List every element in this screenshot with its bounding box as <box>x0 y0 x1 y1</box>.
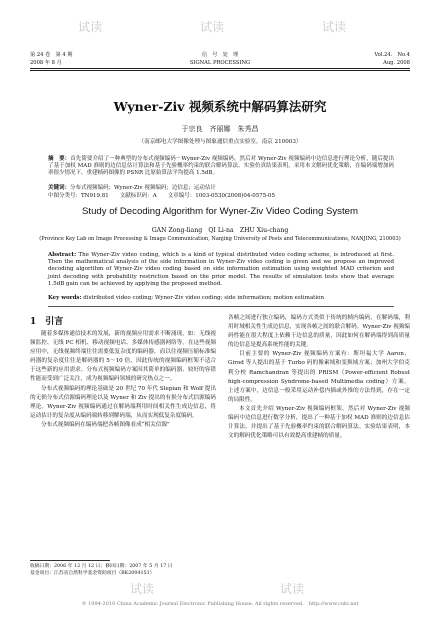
header-rule-2 <box>30 70 410 71</box>
watermark-text: 试读 <box>322 20 347 34</box>
header-date-cn: 2008 年 8 月 <box>30 60 62 66</box>
left-paragraph-3: 分布式视频编码在编码端把各帧图像看成“相关信源” <box>41 421 170 428</box>
left-paragraph-1: 随着多媒体通信技术的发展，新的视频应用需求不断涌现，如：无线视频监控、无线 PC 相机、移动视频电话、多媒体传感器网络等。在这些视频应用中，无线视频终端往往需要低复杂度的编码器，而以往视频压缩标准编码器的复杂度往往是解码器的 5～10 倍，因此传统的视频编码框架不适合于这些新的应用需求。分布式视频编码方案因其简单的编码器、较好的容错性能而受到广泛关注，成为视频编码领域的研究热点之一。 <box>30 331 216 383</box>
header-journal-en: SIGNAL PROCESSING <box>189 60 251 66</box>
keywords-cn <box>48 185 394 192</box>
right-paragraph-2: 目前主要的 Wyner-Ziv 视频编码方案有：斯坦福大学 Aaron、Girod 等人提出的基于 Turbo 码的像素域和变换域方案；加州大学伯克利分校 Ramchandran 等提出的 PRISM（Power-efficient Robust high-compression Syndrome-based Multimedia coding）方案。上述方案中，边信息一般采用运动补偿内插或外推的方法得到，存在一定的局限性。 <box>228 351 410 403</box>
left-column <box>30 330 216 430</box>
authors-cn: 于宗良 齐丽娜 朱秀昌 <box>181 125 259 133</box>
authors-en: GAN Zong-liang QI Li-na ZHU Xiu-chang <box>151 227 289 234</box>
keywords-en <box>48 295 394 302</box>
header-vol-cn: 第 24 卷 第 4 期 <box>30 52 73 58</box>
clc-cn: 中图分类号：TN919.81 文献标识码：A 文章编号：1003-0530(2008)04-0575-05 <box>48 193 276 199</box>
affiliation-en: (Province Key Lab on Image Processing & Image Communication, Nanjing University of Posts and Telecommunications, NANJING, 210003) <box>39 236 401 242</box>
footnote-rule <box>30 560 110 561</box>
section-heading-intro: 1 引言 <box>30 317 64 327</box>
footnotes <box>30 563 220 577</box>
watermark-text: 试读 <box>130 582 155 596</box>
header-journal-cn: 信 号 处 理 <box>201 52 239 58</box>
abstract-en-text: The Wyner-Ziv video coding, which is a kind of typical distributed video coding scheme, is introduced at first. Then the mathematical analysis of the side information in Wyner-Ziv video coding is given and we propose an improved decoding algorithm of Wyner-Ziv video coding based on side information estimation using weighted MAD criterion and joint decoding with probability restriction based on the prior model. The results of simulation tests show that average 1.5dB gain can be achieved by applying the proposed method. <box>48 252 394 287</box>
abstract-cn-text: 首先简要介绍了一种典型的分布式视频编码－Wyner-Ziv 视频编码。然后对 Wyner-Ziv 视频编码中边信息进行理论分析，随后提出了基于加权 MAD 准则的边信息估计算法和基于先验概率约束的联合解码算法。实验仿真结果表明，采用本文解码优化策略，在编码端增加码率很少情况下，重建帧码图像的 PSNR 比原始算法平均提高 1.5dB。 <box>48 156 394 177</box>
keywords-cn-text: 分布式视频编码；Wyner-Ziv 视频编码；边信息；运动估计 <box>70 185 216 191</box>
abstract-cn <box>48 156 394 178</box>
right-paragraph-3: 本文首先介绍 Wyner-Ziv 视频编码框架，然后对 Wyner-Ziv 视频编码中边信息进行数学分析，提出了一种基于加权 MAD 准则的边信息估计算法，并提出了基于先验概率约束的联合解码算法。实验结果表明，本文的解码优化策略可以有效提高重建帧的质量。 <box>228 405 410 440</box>
affiliation-cn: （南京邮电大学图像处理与图象通信重点实验室，南京 210003） <box>138 139 302 145</box>
keywords-cn-label: 关键词： <box>48 185 71 191</box>
watermark-text: 试读 <box>200 20 225 34</box>
header-rule <box>30 68 410 69</box>
right-column <box>228 314 410 441</box>
watermark-text: 试读 <box>280 582 305 596</box>
abstract-divider <box>48 306 394 307</box>
header-vol-en: Vol.24. No.4 <box>374 52 410 58</box>
left-paragraph-2: 分布式视频编码的理论基础是 20 世纪 70 年代 Slepian 和 Wolf 提出的无损分布式信源编码理论以及 Wyner 和 Ziv 提出的有损分布式信源编码理论。Wyner-Ziv 视频编码通过在解码端利用时间相关性生成边信息，将运动估计的复杂度从编码端转移到解码端，从而实现低复杂度编码。 <box>30 385 216 419</box>
footnote-received: 收稿日期：2006 年 12 月 12 日；修回日期：2007 年 5 月 17 日 <box>30 564 173 569</box>
abstract-cn-label: 摘 要： <box>48 156 71 162</box>
footnote-funding: 基金项目：江苏省自然科学基金资助项目（BK2004151） <box>30 571 155 576</box>
paper-title-cn: Wyner-Ziv 视频系统中解码算法研究 <box>113 99 327 114</box>
publisher-footer: © 1994-2010 China Academic Journal Electronic Publishing House. All rights reserved. http://www.cnki.net <box>81 601 359 607</box>
header-date-en: Aug. 2008 <box>383 60 410 66</box>
abstract-en <box>48 252 394 288</box>
abstract-en-label: Abstract: <box>48 252 77 258</box>
keywords-en-text: distributed video coding; Wyner-Ziv video coding; side information; motion estimation <box>83 295 324 301</box>
watermark-text: 试读 <box>78 20 103 34</box>
keywords-en-label: Key words: <box>48 295 82 301</box>
right-paragraph-1: 各帧之间进行独立编码，编码方式类似于传统的帧内编码，在解码端，利用时域相关性生成边信息，实现各帧之间的联合解码。Wyner-Ziv 视频编码性能在很大程度上依赖于边信息的质量，因此如何在解码端得到高质量的边信息是提高系统性能的关键。 <box>228 315 410 349</box>
paper-title-en: Study of Decoding Algorithm for Wyner-Ziv Video Coding System <box>82 206 358 217</box>
